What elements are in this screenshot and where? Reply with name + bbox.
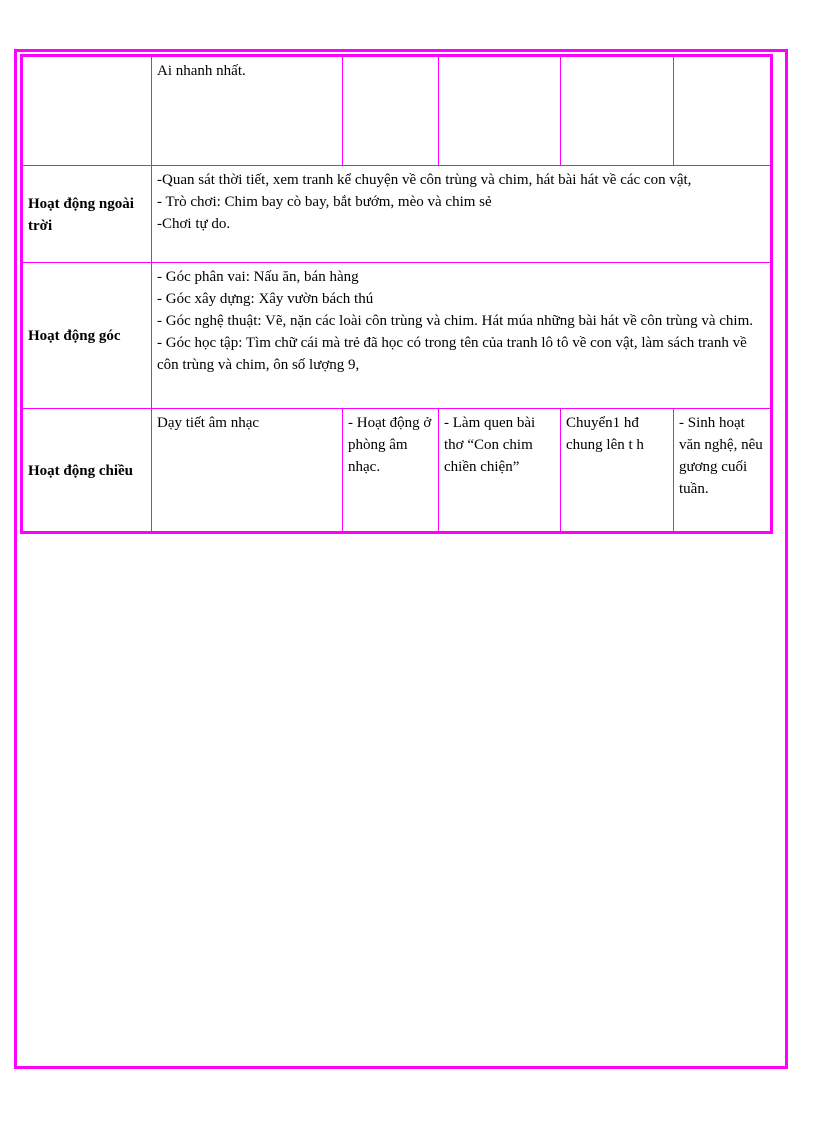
row-header: Hoạt động ngoài trời	[22, 166, 152, 263]
row-header: Hoạt động chiều	[22, 409, 152, 533]
row-header	[22, 56, 152, 166]
table-cell: Ai nhanh nhất.	[152, 56, 343, 166]
row-header: Hoạt động góc	[22, 263, 152, 409]
table-cell: Chuyển1 hđ chung lên t h	[561, 409, 674, 533]
activity-line: -Quan sát thời tiết, xem tranh kể chuyện về côn trùng và chim, hát bài hát về các con vật,	[157, 172, 692, 188]
activity-line: - Góc học tập: Tìm chữ cái mà trẻ đã học có trong tên của tranh lô tô về con vật, làm sách tranh về côn trùng và chim, ôn số lượng 9,	[157, 335, 747, 373]
table-cell: Dạy tiết âm nhạc	[152, 409, 343, 533]
activity-line: - Góc phân vai: Nấu ăn, bán hàng	[157, 269, 359, 285]
table-cell	[674, 56, 772, 166]
table-cell-wide	[152, 166, 772, 263]
table-cell	[343, 56, 439, 166]
table-row	[22, 263, 772, 409]
activity-line: -Chơi tự do.	[157, 216, 231, 232]
table-cell: - Làm quen bài thơ “Con chim chiền chiện”	[439, 409, 561, 533]
table-row	[22, 409, 772, 533]
table-cell-wide	[152, 263, 772, 409]
table-cell	[561, 56, 674, 166]
activity-plan-table	[20, 54, 773, 534]
table-row	[22, 56, 772, 166]
table-row	[22, 166, 772, 263]
activity-line: - Góc nghệ thuật: Vẽ, nặn các loài côn trùng và chim. Hát múa những bài hát về côn trùng và chim.	[157, 313, 754, 329]
table-cell	[439, 56, 561, 166]
activity-line: - Góc xây dựng: Xây vườn bách thú	[157, 291, 374, 307]
table-cell: - Sinh hoạt văn nghệ, nêu gương cuối tuần.	[674, 409, 772, 533]
activity-line: - Trò chơi: Chim bay cò bay, bắt bướm, mèo và chim sẻ	[157, 194, 492, 210]
table-cell: - Hoạt động ở phòng âm nhạc.	[343, 409, 439, 533]
